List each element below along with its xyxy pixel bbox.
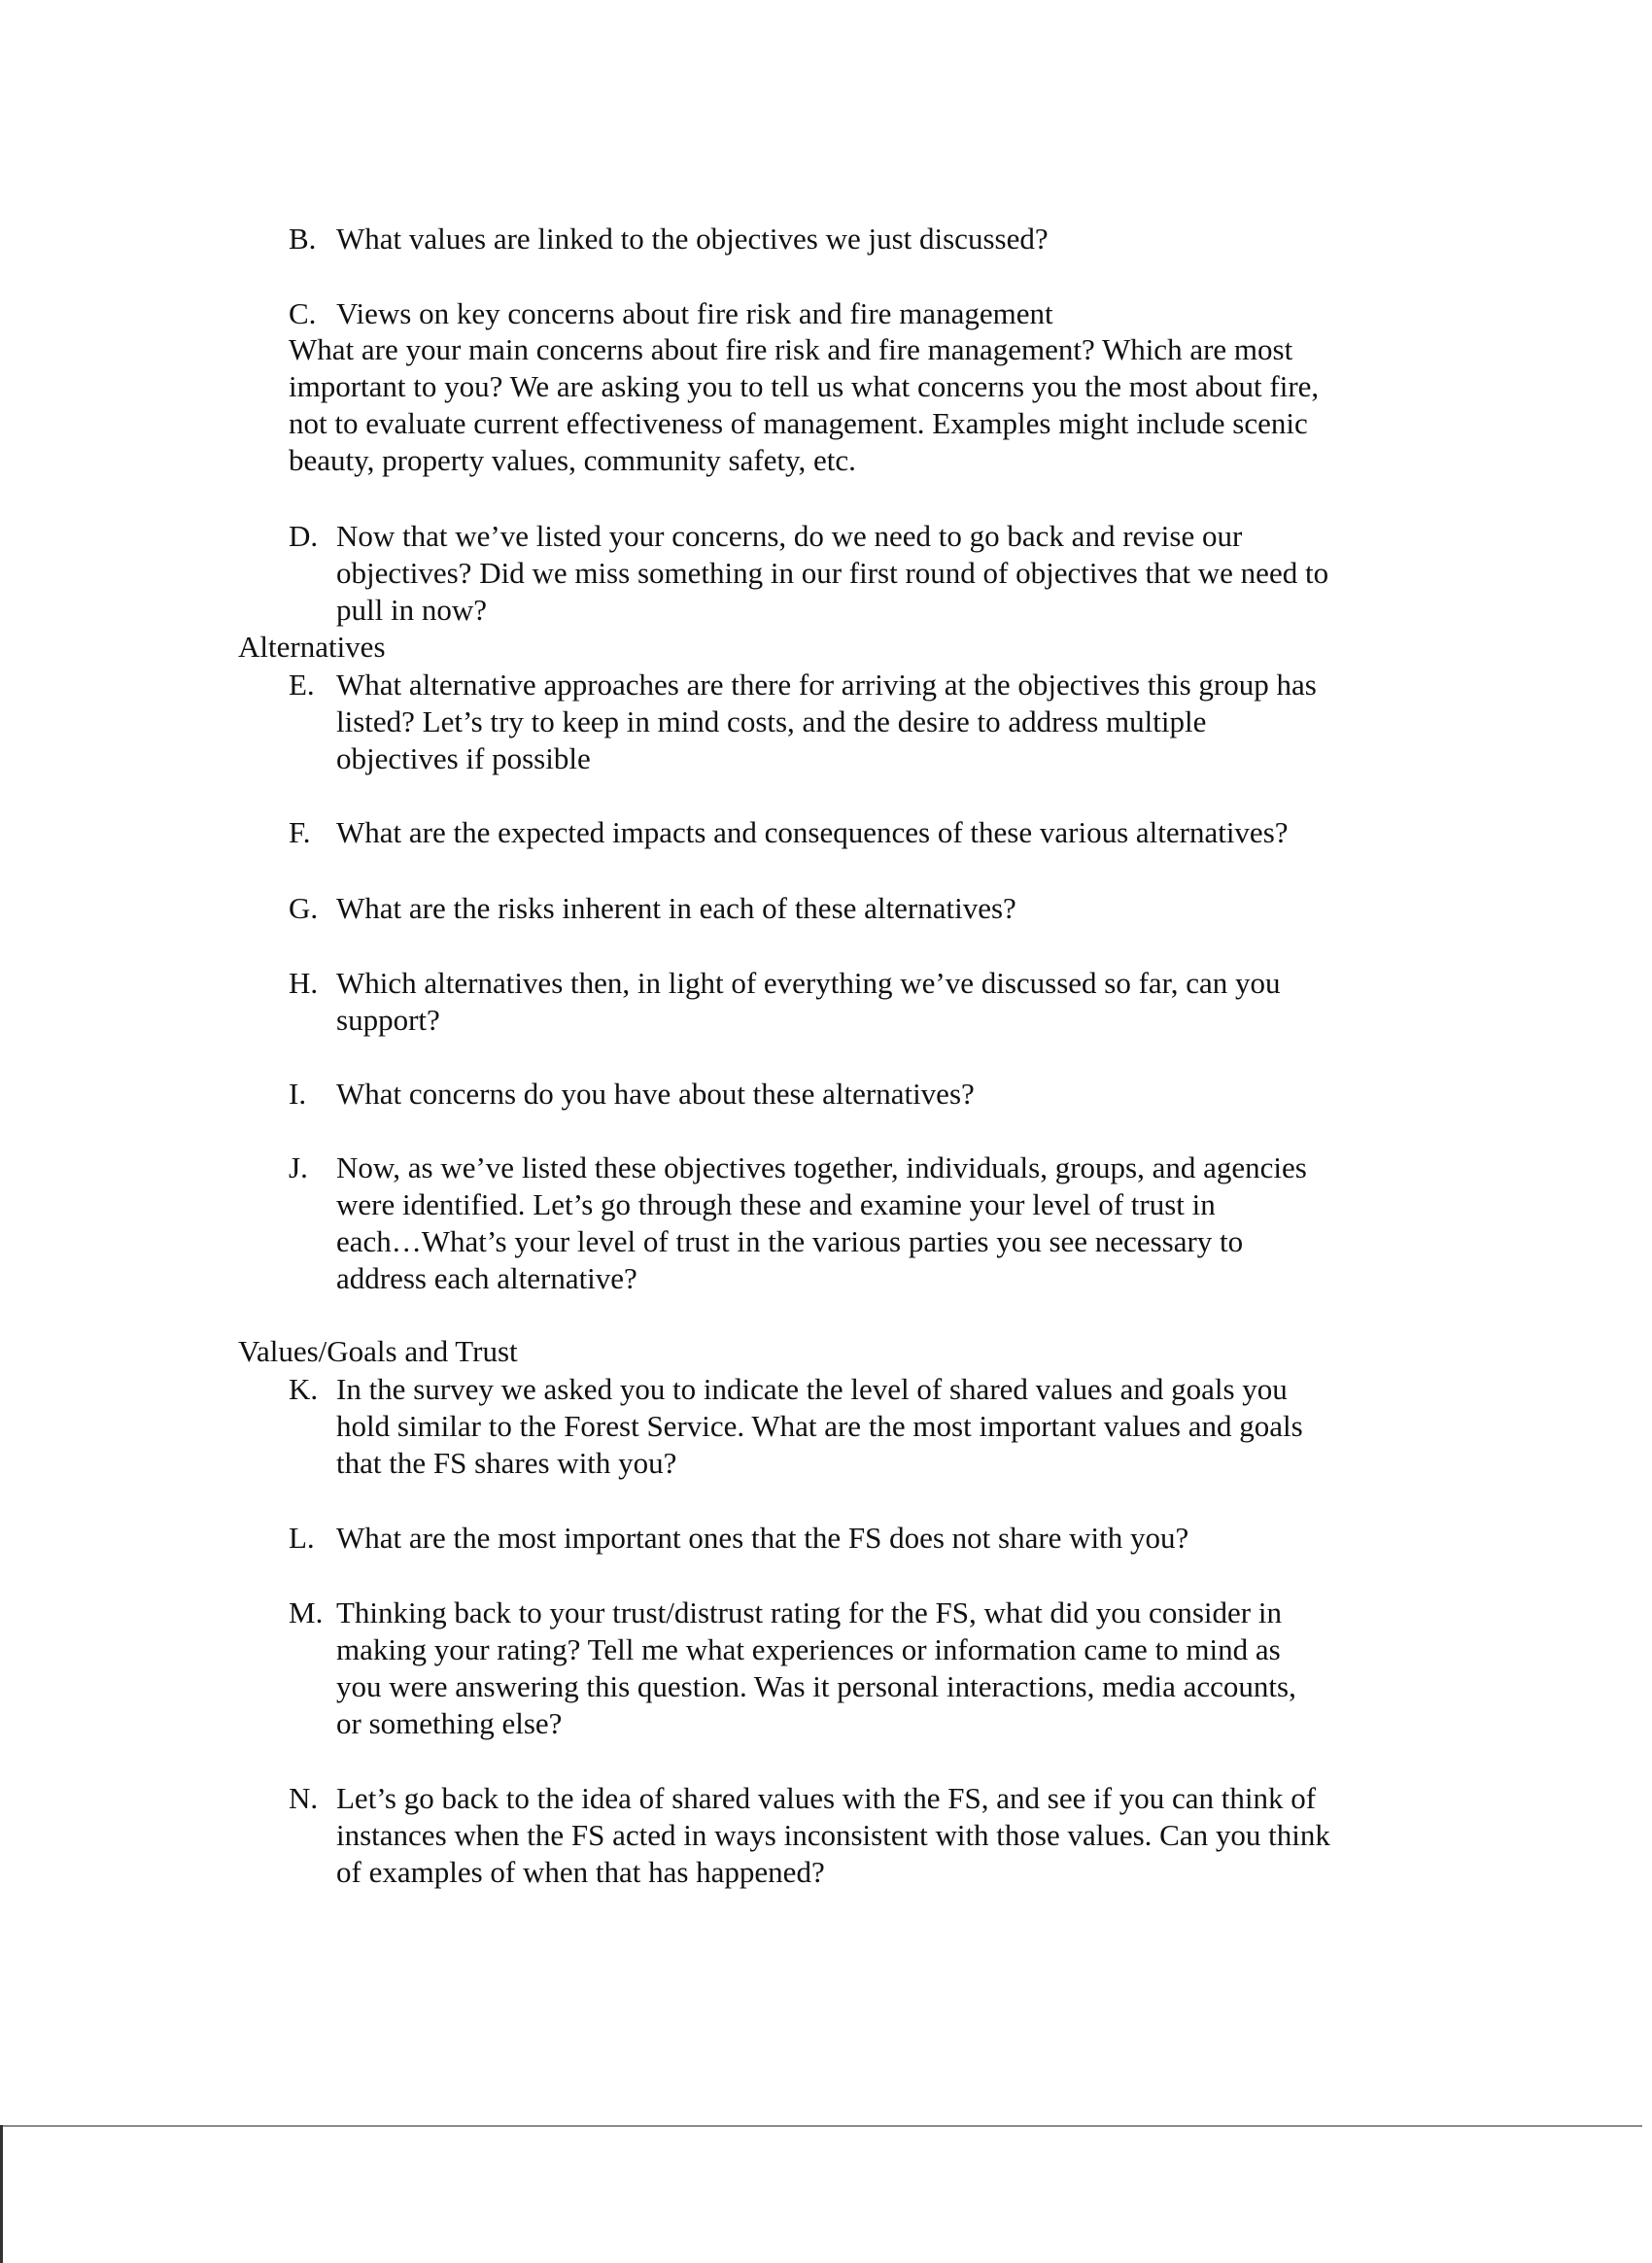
item-label: N. — [289, 1781, 319, 1815]
question-item — [289, 965, 1281, 1039]
item-text-line: Let’s go back to the idea of shared values with the FS, and see if you can think of — [336, 1781, 1317, 1815]
item-text-line: making your rating? Tell me what experiences or information came to mind as — [336, 1632, 1281, 1666]
item-text-line: Which alternatives then, in light of everything we’ve discussed so far, can you — [336, 966, 1281, 1000]
question-item — [289, 518, 1329, 629]
item-label: K. — [289, 1372, 319, 1406]
item-label: F. — [289, 815, 311, 849]
item-text-line: you were answering this question. Was it personal interactions, media accounts, — [336, 1669, 1296, 1703]
question-item — [289, 1149, 1307, 1297]
item-text-line: What are your main concerns about fire risk and fire management? Which are most — [289, 332, 1293, 366]
item-label: H. — [289, 966, 319, 1000]
question-item — [289, 1780, 1330, 1891]
scan-edge-bar — [0, 2125, 3, 2263]
item-text-line: What are the expected impacts and consequences of these various alternatives? — [336, 815, 1289, 849]
question-item — [289, 295, 1053, 332]
item-text-line: Thinking back to your trust/distrust rating for the FS, what did you consider in — [336, 1595, 1282, 1629]
item-text-line: address each alternative? — [336, 1261, 637, 1295]
section-heading: Alternatives — [238, 630, 386, 664]
item-text-line: not to evaluate current effectiveness of management. Examples might include scenic — [289, 406, 1308, 440]
item-text-line: listed? Let’s try to keep in mind costs, and the desire to address multiple — [336, 704, 1207, 738]
item-label: D. — [289, 519, 319, 553]
item-text-line: or something else? — [336, 1706, 563, 1740]
item-text-line: Now that we’ve listed your concerns, do we need to go back and revise our — [336, 519, 1243, 553]
item-label: I. — [289, 1077, 307, 1111]
scan-edge-line — [0, 2125, 1642, 2127]
item-label: B. — [289, 222, 317, 256]
item-text-line: In the survey we asked you to indicate the level of shared values and goals you — [336, 1372, 1288, 1406]
item-label: E. — [289, 668, 315, 702]
item-label: M. — [289, 1595, 324, 1629]
item-label: G. — [289, 891, 319, 925]
item-text-line: objectives? Did we miss something in our first round of objectives that we need to — [336, 556, 1329, 590]
item-label: J. — [289, 1150, 308, 1184]
item-text-line: What values are linked to the objectives we just discussed? — [336, 222, 1049, 256]
question-item — [289, 890, 1016, 927]
item-text-line: What are the most important ones that the FS does not share with you? — [336, 1521, 1189, 1555]
item-text-line: What concerns do you have about these alternatives? — [336, 1077, 975, 1111]
item-text-line: Views on key concerns about fire risk and fire management — [336, 296, 1053, 330]
item-label: C. — [289, 296, 317, 330]
item-text-line: What alternative approaches are there for arriving at the objectives this group has — [336, 668, 1317, 702]
question-item — [289, 1076, 975, 1113]
item-text-line: objectives if possible — [336, 741, 591, 775]
item-text-line: support? — [336, 1003, 440, 1037]
question-item — [289, 667, 1317, 777]
question-item — [289, 1520, 1189, 1557]
item-text-line: pull in now? — [336, 593, 487, 627]
item-text-line: Now, as we’ve listed these objectives together, individuals, groups, and agencies — [336, 1150, 1307, 1184]
question-item — [289, 814, 1289, 851]
item-text-line: beauty, property values, community safety, etc. — [289, 443, 856, 477]
question-item — [289, 1594, 1296, 1742]
item-text-line: each…What’s your level of trust in the various parties you see necessary to — [336, 1224, 1244, 1258]
item-text-line: What are the risks inherent in each of these alternatives? — [336, 891, 1016, 925]
item-text-line: that the FS shares with you? — [336, 1446, 677, 1480]
item-text-line: hold similar to the Forest Service. What are the most important values and goals — [336, 1409, 1303, 1443]
question-item — [289, 1371, 1303, 1482]
item-text-line: were identified. Let’s go through these and examine your level of trust in — [336, 1187, 1216, 1221]
question-item — [289, 221, 1049, 257]
section-heading: Values/Goals and Trust — [238, 1334, 518, 1368]
item-text-line: instances when the FS acted in ways inconsistent with those values. Can you think — [336, 1818, 1330, 1852]
item-text-line: important to you? We are asking you to tell us what concerns you the most about fire, — [289, 369, 1320, 403]
item-text-line: of examples of when that has happened? — [336, 1855, 825, 1889]
item-label: L. — [289, 1521, 315, 1555]
question-item — [289, 331, 1319, 479]
